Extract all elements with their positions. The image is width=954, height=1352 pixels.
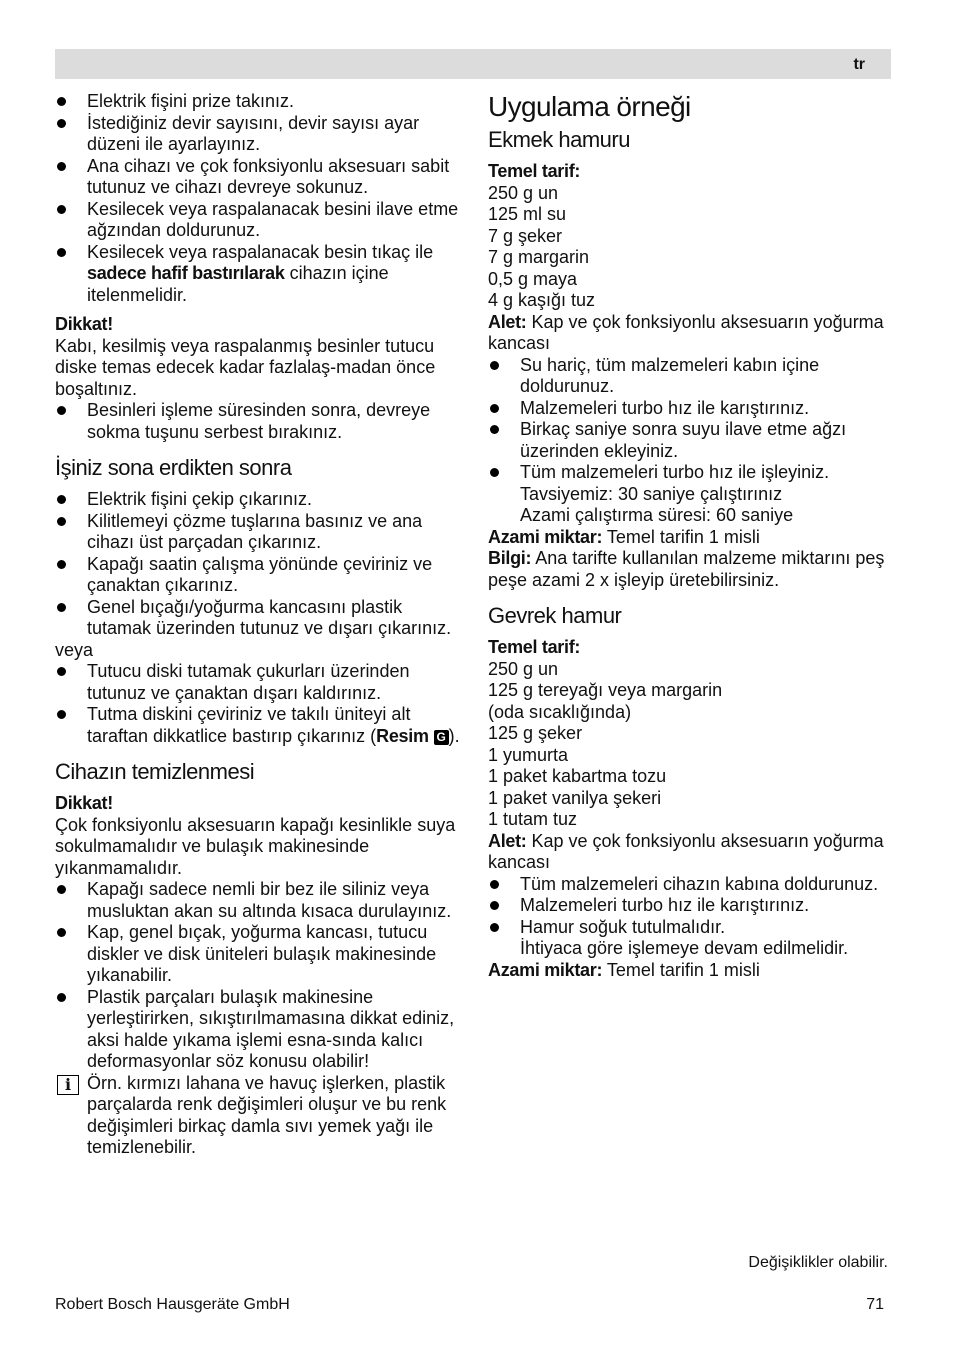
- list-item: İstediğiniz devir sayısını, devir sayısı ayar düzeni ile ayarlayınız.: [55, 113, 460, 156]
- tool-text: Kap ve çok fonksiyonlu aksesuarın yoğurma kancası: [488, 311, 884, 353]
- ingredient: 125 g şeker: [488, 723, 583, 743]
- list-item: Plastik parçaları bulaşık makinesine yerleştirirken, sıkıştırılmamasına dikkat ediniz, aksi halde yıkama işlemi esna-sında kalıcı deformasyonlar söz konusu olabilir!: [55, 987, 460, 1073]
- tool-label: Alet:: [488, 311, 527, 332]
- list-item: [55, 242, 460, 307]
- ingredient: 125 g tereyağı veya margarin: [488, 680, 723, 700]
- right-column: [488, 91, 898, 981]
- list-item: Kapağı sadece nemli bir bez ile siliniz veya musluktan akan su altında kısaca durulayınız.: [55, 879, 460, 922]
- list-item: Ana cihazı ve çok fonksiyonlu aksesuarı sabit tutunuz ve cihazı devreye sokunuz.: [55, 156, 460, 199]
- list-item: Malzemeleri turbo hız ile karıştırınız.: [488, 398, 898, 420]
- language-code: tr: [853, 56, 865, 73]
- section-title: İşiniz sona erdikten sonra: [55, 455, 292, 480]
- max-amount-label: Azami miktar:: [488, 526, 603, 547]
- changes-note: Değişiklikler olabilir.: [748, 1254, 888, 1271]
- list-item: Kesilecek veya raspalanacak besini ilave etme ağzından doldurunuz.: [55, 199, 460, 242]
- recipe-title: Gevrek hamur: [488, 603, 622, 628]
- list-item-text: İhtiyaca göre işlemeye devam edilmelidir.: [520, 938, 849, 958]
- ingredient: 1 paket kabartma tozu: [488, 766, 667, 786]
- ingredient: 7 g şeker: [488, 225, 563, 246]
- ingredient: 125 ml su: [488, 204, 567, 224]
- ingredient: 0,5 g maya: [488, 268, 578, 289]
- base-recipe-label: Temel tarif:: [488, 637, 581, 657]
- list-item: Elektrik fişini prize takınız.: [55, 91, 460, 113]
- max-amount-text: Temel tarifin 1 misli: [602, 526, 760, 547]
- page-title: Uygulama örneği: [488, 91, 691, 122]
- list-item-text: cihazın içine itelenmelidir.: [87, 263, 389, 305]
- warning-text: Kabı, kesilmiş veya raspalanmış besinler tutucu diske temas edecek kadar fazlalaş-madan önce boşaltınız.: [55, 335, 436, 399]
- max-amount-text: Temel tarifin 1 misli: [602, 959, 760, 980]
- info-line: [488, 548, 898, 591]
- list-item: Malzemeleri turbo hız ile karıştırınız.: [488, 895, 898, 917]
- list-item-text: Tavsiyemiz: 30 saniye çalıştırınız: [520, 483, 783, 504]
- list-item-text: Tutma diskini çeviriniz ve takılı üniteyi alt taraftan dikkatlice bastırıp çıkarınız (: [87, 704, 411, 746]
- figure-ref: Resim: [376, 725, 429, 746]
- list-item: Genel bıçağı/yoğurma kancasını plastik tutamak üzerinden tutunuz ve dışarı çıkarınız.: [55, 597, 460, 640]
- warning-text: Çok fonksiyonlu aksesuarın kapağı kesinlikle suya sokulmamalıdır ve bulaşık makinesinde yıkanmamalıdır.: [55, 814, 456, 878]
- ingredient: 1 tutam tuz: [488, 809, 578, 829]
- list-item: Kilitlemeyi çözme tuşlarına basınız ve ana cihazı üst parçadan çıkarınız.: [55, 511, 460, 554]
- emphasis-text: sadece hafif bastırılarak: [87, 263, 285, 283]
- list-item: Kapağı saatin çalışma yönünde çeviriniz ve çanaktan çıkarınız.: [55, 554, 460, 597]
- left-column: [55, 91, 460, 1159]
- warning-label: Dikkat!: [55, 793, 113, 813]
- ingredient: 250 g un: [488, 658, 559, 679]
- list-item-text: Tüm malzemeleri turbo hız ile işleyiniz.: [520, 462, 830, 482]
- company-name: Robert Bosch Hausgeräte GmbH: [55, 1296, 290, 1313]
- or-text: veya: [55, 639, 94, 660]
- tool-label: Alet:: [488, 830, 527, 851]
- list-item: [55, 704, 460, 747]
- list-item: Su hariç, tüm malzemeleri kabın içine doldurunuz.: [488, 355, 898, 398]
- max-amount-line: [488, 527, 898, 549]
- list-item-text: Hamur soğuk tutulmalıdır.: [520, 916, 726, 937]
- recipe-title: Ekmek hamuru: [488, 127, 630, 152]
- list-item: Kap, genel bıçak, yoğurma kancası, tutucu diskler ve disk üniteleri bulaşık makinesinde yıkanabilir.: [55, 922, 460, 987]
- tool-line: [488, 312, 898, 355]
- tool-text: Kap ve çok fonksiyonlu aksesuarın yoğurma kancası: [488, 830, 884, 872]
- page-number: 71: [866, 1296, 884, 1313]
- list-item-text: ).: [448, 725, 460, 746]
- warning-label: Dikkat!: [55, 314, 113, 334]
- list-item: [488, 462, 898, 527]
- language-bar: [55, 49, 891, 79]
- info-text: Örn. kırmızı lahana ve havuç işlerken, plastik parçalarda renk değişimleri oluşur ve bu renk değişimleri birkaç damla sıvı yemek yağı ile temizlenebilir.: [87, 1072, 447, 1157]
- list-item-text: Kesilecek veya raspalanacak besin tıkaç ile: [87, 241, 434, 262]
- list-item: Tutucu diski tutamak çukurları üzerinden tutunuz ve çanaktan dışarı kaldırınız.: [55, 661, 460, 704]
- ingredient: 250 g un: [488, 182, 559, 203]
- list-item: [488, 917, 898, 960]
- list-item: Tüm malzemeleri cihazın kabına doldurunuz.: [488, 874, 898, 896]
- list-item-text: Azami çalıştırma süresi: 60 saniye: [520, 505, 794, 525]
- max-amount-line: [488, 960, 898, 982]
- base-recipe-label: Temel tarif:: [488, 161, 581, 181]
- list-item: Elektrik fişini çekip çıkarınız.: [55, 489, 460, 511]
- info-text: Ana tarifte kullanılan malzeme miktarını peş peşe azami 2 x işleyip üretebilirsiniz.: [488, 548, 885, 590]
- tool-line: [488, 831, 898, 874]
- info-label: Bilgi:: [488, 548, 532, 568]
- ingredient: 4 g kaşığı tuz: [488, 290, 596, 310]
- ingredient: 7 g margarin: [488, 247, 590, 267]
- ingredient: 1 paket vanilya şekeri: [488, 787, 662, 808]
- section-title: Cihazın temizlenmesi: [55, 759, 255, 784]
- ingredient: (oda sıcaklığında): [488, 701, 632, 722]
- info-icon: i: [57, 1075, 79, 1095]
- info-note: [55, 1073, 460, 1159]
- list-item: Besinleri işleme süresinden sonra, devreye sokma tuşunu serbest bırakınız.: [55, 400, 460, 443]
- max-amount-label: Azami miktar:: [488, 959, 603, 980]
- list-item: Birkaç saniye sonra suyu ilave etme ağzı üzerinden ekleyiniz.: [488, 419, 898, 462]
- ingredient: 1 yumurta: [488, 744, 569, 765]
- figure-g-icon: G: [434, 730, 449, 745]
